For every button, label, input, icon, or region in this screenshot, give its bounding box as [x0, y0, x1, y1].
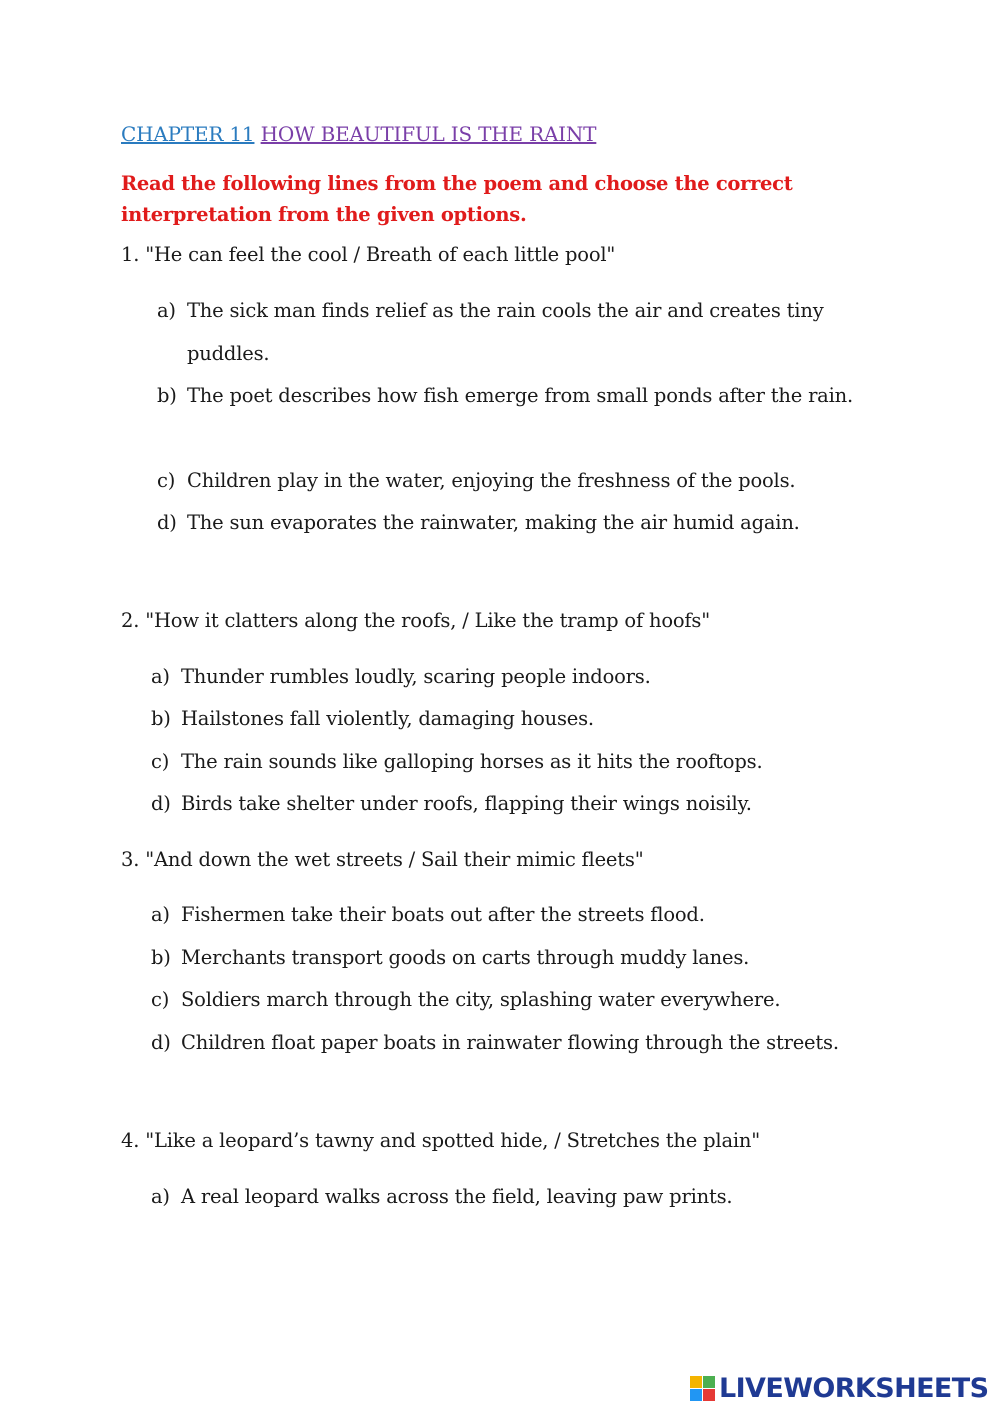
answer-option[interactable]	[151, 740, 911, 783]
option-text: Fishermen take their boats out after the streets flood.	[181, 903, 705, 926]
answer-option[interactable]	[151, 936, 911, 979]
option-text: The sick man finds relief as the rain cools the air and creates tiny puddles.	[187, 299, 824, 365]
option-label: a)	[151, 903, 170, 926]
chapter-number: CHAPTER 11	[121, 122, 255, 146]
option-text: The rain sounds like galloping horses as it hits the rooftops.	[181, 750, 763, 773]
liveworksheets-logo[interactable]	[690, 1373, 988, 1403]
chapter-heading	[121, 122, 596, 146]
option-text: Children play in the water, enjoying the freshness of the pools.	[187, 469, 796, 492]
option-text: The poet describes how fish emerge from small ponds after the rain.	[187, 384, 854, 407]
option-label: d)	[157, 511, 177, 534]
option-label: a)	[151, 1185, 170, 1208]
answer-option[interactable]	[151, 978, 911, 1021]
liveworksheets-icon	[690, 1376, 715, 1401]
logo-text: LIVEWORKSHEETS	[719, 1372, 989, 1404]
option-text: Merchants transport goods on carts through muddy lanes.	[181, 946, 750, 969]
instructions: Read the following lines from the poem and choose the correct interpretation from the given options.	[121, 172, 793, 226]
answer-option[interactable]	[157, 501, 837, 544]
option-text: A real leopard walks across the field, leaving paw prints.	[181, 1185, 733, 1208]
question-prompt: 4. "Like a leopard’s tawny and spotted hide, / Stretches the plain"	[121, 1129, 761, 1152]
option-text: Birds take shelter under roofs, flapping their wings noisily.	[181, 792, 752, 815]
answer-option[interactable]	[151, 697, 911, 740]
option-label: d)	[151, 792, 171, 815]
answer-option[interactable]	[151, 655, 911, 698]
chapter-title: HOW BEAUTIFUL IS THE RAINT	[260, 122, 597, 146]
answer-option[interactable]	[151, 1021, 861, 1064]
option-label: b)	[151, 946, 171, 969]
answer-option[interactable]	[151, 893, 911, 936]
option-text: Hailstones fall violently, damaging houses.	[181, 707, 594, 730]
option-label: a)	[157, 299, 176, 322]
question-prompt: 1. "He can feel the cool / Breath of each little pool"	[121, 243, 616, 266]
logo-square-blue	[690, 1389, 702, 1401]
question-prompt: 2. "How it clatters along the roofs, / Like the tramp of hoofs"	[121, 609, 710, 632]
option-text: The sun evaporates the rainwater, making the air humid again.	[187, 511, 800, 534]
option-text: Thunder rumbles loudly, scaring people indoors.	[181, 665, 651, 688]
answer-option[interactable]	[157, 289, 877, 375]
question-prompt: 3. "And down the wet streets / Sail their mimic fleets"	[121, 848, 644, 871]
option-label: a)	[151, 665, 170, 688]
option-label: c)	[151, 988, 170, 1011]
logo-square-yellow	[690, 1376, 702, 1388]
logo-square-green	[703, 1376, 715, 1388]
answer-option[interactable]	[157, 459, 917, 502]
option-label: b)	[151, 707, 171, 730]
answer-option[interactable]	[157, 374, 877, 417]
answer-option[interactable]	[151, 782, 911, 825]
option-label: c)	[157, 469, 176, 492]
option-text: Children float paper boats in rainwater flowing through the streets.	[181, 1031, 839, 1054]
option-label: c)	[151, 750, 170, 773]
logo-square-red	[703, 1389, 715, 1401]
option-label: d)	[151, 1031, 171, 1054]
option-text: Soldiers march through the city, splashing water everywhere.	[181, 988, 781, 1011]
answer-option[interactable]	[151, 1175, 911, 1218]
option-label: b)	[157, 384, 177, 407]
